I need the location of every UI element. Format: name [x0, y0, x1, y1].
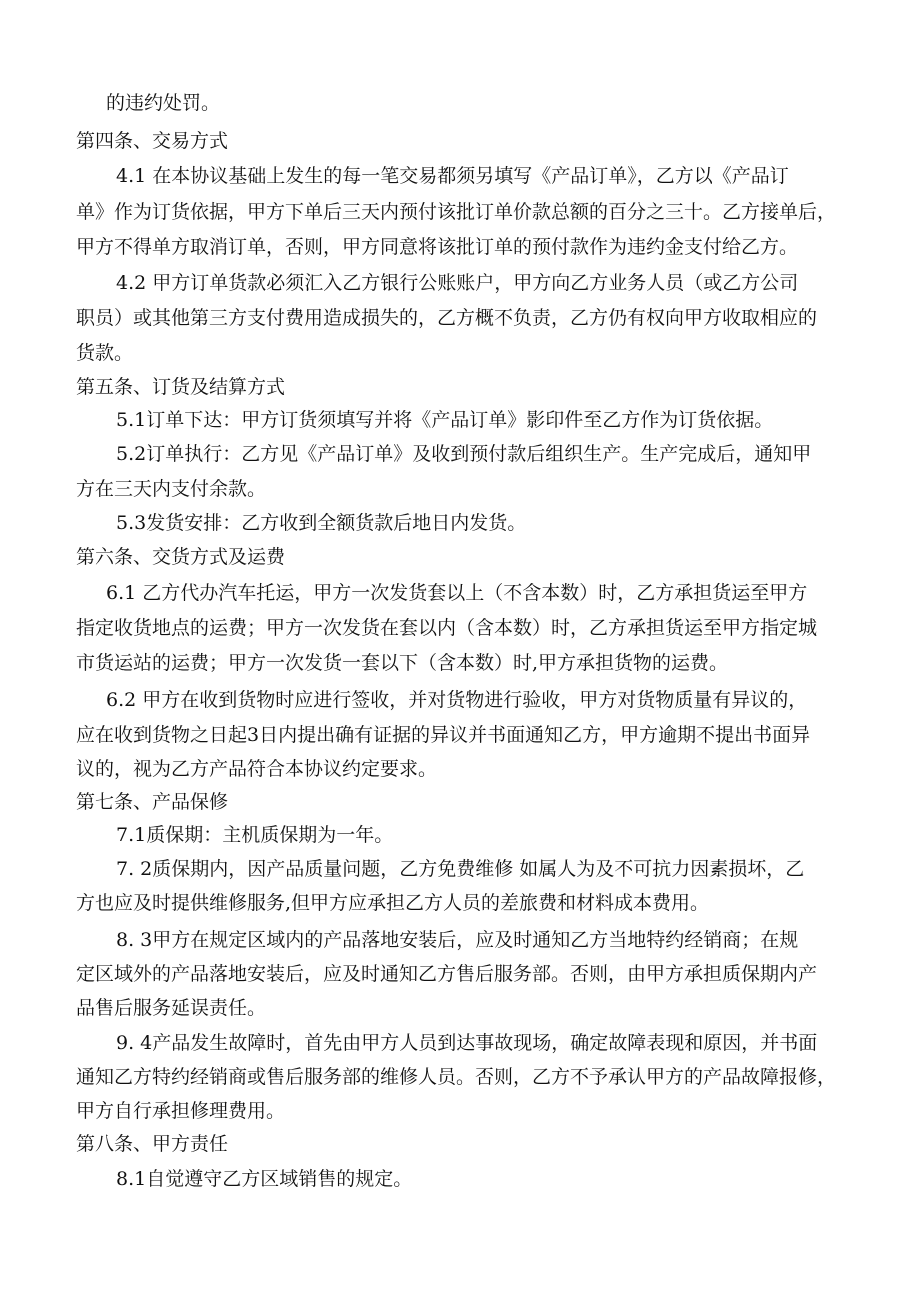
section-heading: 第七条、产品保修: [76, 791, 229, 813]
text-line: 5.2订单执行：乙方见《产品订单》及收到预付款后组织生产。生产完成后，通知甲: [116, 443, 812, 465]
text-line: 通知乙方特约经销商或售后服务部的维修人员。否则，乙方不予承认甲方的产品故障报修，: [76, 1066, 837, 1088]
section-heading: 第八条、甲方责任: [76, 1133, 229, 1155]
text-line: 定区域外的产品落地安装后，应及时通知乙方售后服务部。否则，由甲方承担质保期内产: [76, 963, 818, 985]
text-line: 8.1自觉遵守乙方区域销售的规定。: [116, 1168, 413, 1190]
text-line: 的违约处罚。: [106, 92, 221, 114]
text-line: 品售后服务延误责任。: [76, 997, 267, 1019]
text-line: 8. 3甲方在规定区域内的产品落地安装后，应及时通知乙方当地特约经销商；在规: [116, 929, 799, 951]
text-line: 5.1订单下达：甲方订货须填写并将《产品订单》影印件至乙方作为订货依据。: [116, 409, 774, 431]
text-line: 6.1 乙方代办汽车托运，甲方一次发货套以上（不含本数）时，乙方承担货运至甲方: [106, 582, 808, 604]
text-line: 甲方不得单方取消订单，否则，甲方同意将该批订单的预付款作为违约金支付给乙方。: [76, 236, 799, 258]
text-line: 指定收货地点的运费；甲方一次发货在套以内（含本数）时，乙方承担货运至甲方指定城: [76, 617, 818, 639]
text-line: 6.2 甲方在收到货物时应进行签收，并对货物进行验收，甲方对货物质量有异议的，: [106, 689, 808, 711]
text-line: 4.2 甲方订单货款必须汇入乙方银行公账账户，甲方向乙方业务人员（或乙方公司: [116, 272, 799, 294]
text-line: 方在三天内支付余款。: [76, 478, 267, 500]
text-line: 单》作为订货依据，甲方下单后三天内预付该批订单价款总额的百分之三十。乙方接单后，: [76, 201, 837, 223]
text-line: 议的，视为乙方产品符合本协议约定要求。: [76, 758, 438, 780]
text-line: 5.3发货安排：乙方收到全额货款后地日内发货。: [116, 512, 527, 534]
text-line: 应在收到货物之日起3日内提出确有证据的异议并书面通知乙方，甲方逾期不提出书面异: [76, 724, 811, 746]
section-heading: 第六条、交货方式及运费: [76, 546, 286, 568]
text-line: 7. 2质保期内，因产品质量问题，乙方免费维修 如属人为及不可抗力因素损坏，乙: [116, 858, 805, 880]
section-heading: 第四条、交易方式: [76, 130, 229, 152]
text-line: 职员）或其他第三方支付费用造成损失的，乙方概不负责，乙方仍有权向甲方收取相应的: [76, 307, 818, 329]
text-line: 9. 4产品发生故障时，首先由甲方人员到达事故现场，确定故障表现和原因，并书面: [116, 1032, 818, 1054]
section-heading: 第五条、订货及结算方式: [76, 376, 286, 398]
text-line: 货款。: [76, 342, 134, 364]
text-line: 4.1 在本协议基础上发生的每一笔交易都须另填写《产品订单》，乙方以《产品订: [116, 165, 789, 187]
text-line: 甲方自行承担修理费用。: [76, 1100, 286, 1122]
text-line: 方也应及时提供维修服务,但甲方应承担乙方人员的差旅费和材料成本费用。: [76, 892, 710, 914]
text-line: 市货运站的运费；甲方一次发货一套以下（含本数）时,甲方承担货物的运费。: [76, 652, 729, 674]
text-line: 7.1质保期：主机质保期为一年。: [116, 824, 394, 846]
